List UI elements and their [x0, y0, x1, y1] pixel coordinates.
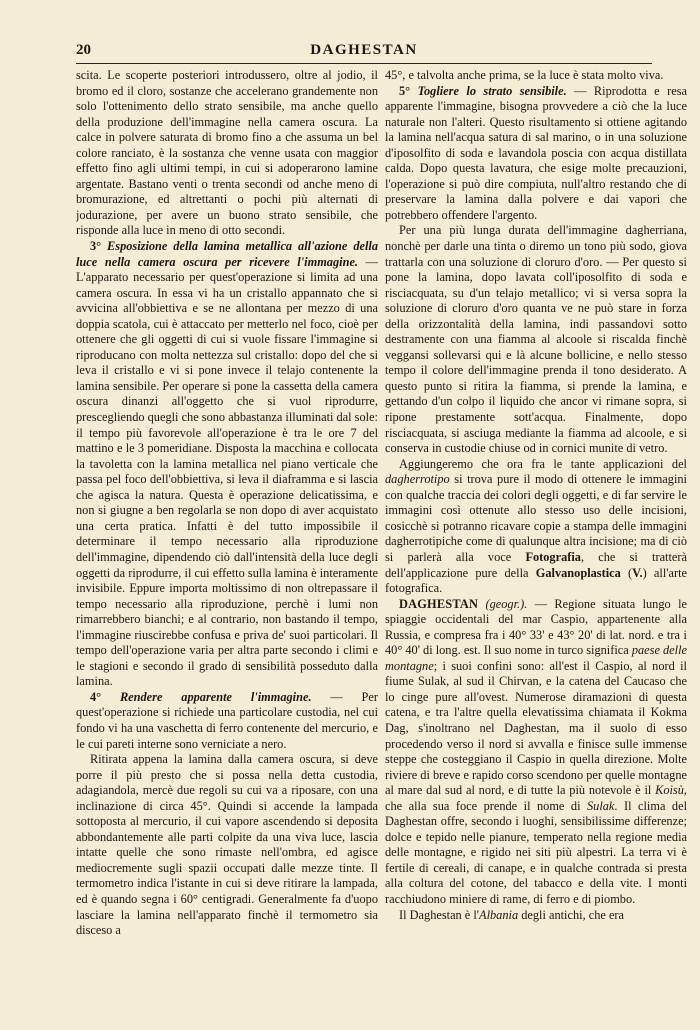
section-title: Togliere lo strato sensibile. [417, 83, 567, 98]
italic-term: Sulak [586, 798, 615, 813]
page-number: 20 [76, 42, 91, 58]
paragraph [76, 239, 378, 690]
text-run: Aggiungeremo che ora fra le tante applicazioni del [399, 456, 687, 471]
page-header [76, 42, 652, 62]
entry-headword: DAGHESTAN [399, 596, 479, 611]
paragraph-text: — L'apparato necessario per quest'operazione si limita ad una camera oscura. In essa vi ha un cristallo appannato che si avvicina all'obbiettiva e se ne allontana per mezzo di una doppia scatola, cui è attaccato per metterlo nel foco, cioè per ottenere che gli oggetti di cui si vuole fissare l'immagine si riproducano con molta nettezza sul cristallo: dopo del che si leva il cristallo e vi si pone invece il telajo contenente la lamina sensibile. Per operare si pone la cassetta della camera oscura dinanzi all'oggetto che si vuol riprodurre, prescegliendo quegli che sono abbastanza illuminati dal sole: il tempo più favorevole all'operazione è tra le ore 7 del mattino e le 3 pomeridiane. Disposta la macchina e collocata la tavoletta con la lamina metallica nel piano verticale che passa pel foco dell'obbiettiva, si leva il diaframma e si lascia che agisca la natura. Questa è operazione delicatissima, e non si giugne a ben regolarla se non dopo di aver acquistato una certa pratica. Infatti è del tutto impossibile il determinare il tempo necessario alla riproduzione dell'immagine, dipendendo ciò dall'intensità della luce degli oggetti da riprodurre, il cui effetto sulla lamina è interamente invisibile. Eppure importa moltissimo di non oltrepassare il tempo necessario alla riproduzione, perchè i lumi non rimarrebbero bianchi; e al contrario, non bastando il tempo, l'immagine riuscirebbe confusa e priva de' suoi particolari. Il tempo dell'operazione varia per altra parte secondo i climi e le stagioni e secondo il grado di sensibilità posseduto dalla lamina. [76, 254, 378, 689]
entry [385, 597, 687, 908]
section-title: Rendere apparente l'immagine. [119, 689, 312, 704]
text-run: degli antichi, che era [518, 907, 625, 922]
paragraph-text: — Riprodotta e resa apparente l'immagine, bisogna provvedere a ciò che la luce naturale non l'alteri. Questo risultamento si ottiene agitando la lamina nell'acqua satura di sal marino, o in una soluzione d'iposolfito di soda e lavandola poscia con acqua distillata calda. Dopo questa lavatura, che esige molte precauzioni, l'operazione si può dire compiuta, null'altro restando che di preservare la lamina dalla polvere e dai vapori che potrebbero offendere l'argento. [385, 83, 687, 222]
text-run: — Regione situata lungo le spiaggie occidentali del mar Caspio, appartenente alla Russia, e compresa fra i 40° 33' e 43° 20' di lat. nord. e tra i 40° 40' di long. est. Il suo nome in turco significa [385, 596, 687, 658]
paragraph-text: — Per quest'operazione si richiede una particolare custodia, nel cui fondo vi ha una vaschetta di ferro contenente del mercurio, e le cui pareti interne sono verniciate a nero. [76, 689, 378, 751]
section-number: 4° [90, 689, 102, 704]
paragraph [385, 457, 687, 597]
section-title: Esposizione della lamina metallica all'azione della luce nella camera oscura per ricevere l'immagine. [76, 239, 378, 269]
paragraph [76, 752, 378, 939]
text-run: ( [620, 565, 633, 580]
text-run: , che alla sua foce prende il nome di [385, 783, 687, 813]
paragraph [385, 908, 687, 924]
text-run: , che si tratterà dell'applicazione pure della [385, 549, 687, 580]
text-run: si trova pure il modo di ottenere le immagini con qualche traccia dei colori degli oggetti, e di far servire le immagini così ottenute allo stesso uso delle incisioni, cosicchè si potranno ricavare copie a stampa delle immagini dagherrotipiche come di qualunque altra incisione; ma di ciò si parlerà alla voce [385, 472, 687, 564]
text-run: ) all'arte fotografica. [385, 565, 687, 596]
italic-term: Koisù [655, 783, 684, 798]
entry-category: (geogr.). [478, 596, 528, 611]
right-column [385, 68, 687, 1018]
left-column [76, 68, 378, 1018]
paragraph [385, 223, 687, 456]
paragraph [76, 68, 378, 239]
italic-term: dagherrotipo [385, 472, 450, 487]
paragraph-text: 45°, e talvolta anche prima, se la luce è stata molto viva. [385, 68, 664, 82]
paragraph [76, 690, 378, 752]
paragraph-text: Ritirata appena la lamina dalla camera oscura, si deve porre il più presto che si possa nella detta custodia, adagiandola, mercè due regoli su cui va a riposare, con una inclinazione di circa 45°. Quindi si accende la lampada sottoposta al mercurio, il cui vapore ascendendo si deposita abbondantemente alle parti colpite da una viva luce, lascia intatte quelle che sono rimaste nell'ombra, ed agisce mediocremente sugli spazii occupati dalle mezze tinte. Il termometro indica l'istante in cui si deve ritirare la lampada, ed è quando segna i 60° centigradi. Generalmente fa d'uopo lasciare la lamina nell'apparato finchè il termometro sia disceso a [76, 752, 378, 938]
italic-term: Albania [479, 907, 519, 922]
text-run: Il Daghestan è l' [399, 907, 480, 922]
paragraph [385, 84, 687, 224]
cross-reference: Fotografia [525, 549, 581, 564]
see-abbreviation: V. [632, 565, 643, 580]
paragraph-text: Per una più lunga durata dell'immagine dagherriana, nonchè per darle una tinta o diremo un tono più sodo, giova trattarla con una soluzione di cloruro d'oro. — Per questo si pone la lamina, dopo lavata coll'iposolfito di soda e risciacquata, su d'un telajo metallico; vi si versa sopra la soluzione di cloruro d'oro quanta ve ne può stare in forza della orizzontalità della lamina, indi passandovi sotto destramente con una fiamma al alcoole si riscalda finchè veggansi sollevarsi qui e là alcune bollicine, e nello stesso tempo il colore dell'immagine prenda il tono desiderato. A questo punto si ritira la fiamma, si prende la lamina, e gettando d'un colpo il liquido che ancor vi rimane sopra, si ripone prestamente sott'acqua. Finalmente, dopo risciacquata, si asciuga mediante la fiamma ad alcoole, e si conserva in custodie chiuse od in cornici munite di vetro. [385, 223, 687, 456]
cross-reference: Galvanoplastica [535, 565, 621, 580]
italic-term: paese delle montagne [385, 643, 687, 673]
paragraph-text: scita. Le scoperte posteriori introdussero, oltre al jodio, il bromo ed il cloro, sostanze che accelerano grandemente non solo l'ottenimento dello strato sensibile, ma anche quello della produzione dell'immagine nella camera oscura. La calce in polvere saturata di bromo fino a che assuma un bel colore ranciato, è la sostanza che venne usata con maggior effetto fino agli ultimi tempi, in cui si adoperarono lamine argentate. Bastano venti o trenta secondi od anche meno di bromurazione, ed altrettanti o pochi più alternati di jodurazione, per avere un buono strato sensibile, che risponde alla luce in meno di otto secondi. [76, 68, 378, 238]
paragraph [385, 68, 687, 84]
section-number: 5° [399, 83, 411, 98]
header-rule [76, 63, 652, 64]
text-run: ; i suoi confini sono: all'est il Caspio, al nord il fiume Sulak, al sud il Chirvan, e la catena del Caucaso che lo cinge pure all'ovest. Numerose diramazioni di questa catena, e tra l'altre quella elevatissima chiamata il Kokma Dag, s'inoltrano nel Daghestan, ma il suolo di esso procedendo verso il nord si avvalla e finisce sulle immense steppe che costeggiano il Caspio in quella direzione. Molte riviere di breve e rapido corso scendono per quelle montagne al mare dal sud al nord, e di tutte la più notevole è il [385, 658, 687, 798]
section-number: 3° [90, 239, 102, 254]
running-head: DAGHESTAN [310, 42, 418, 58]
text-run: . Il clima del Daghestan offre, secondo i luoghi, sensibilissime differenze; dolce e tepido nelle pianure, temperato nella regione media delle montagne, e rigido nei siti più alpestri. La terra vi è fertile di cereali, di canape, e in qualche contrada si presta alla coltura del cotone, del tabacco e della vite. I monti racchiudono miniere di rame, di ferro e di piombo. [385, 798, 687, 906]
